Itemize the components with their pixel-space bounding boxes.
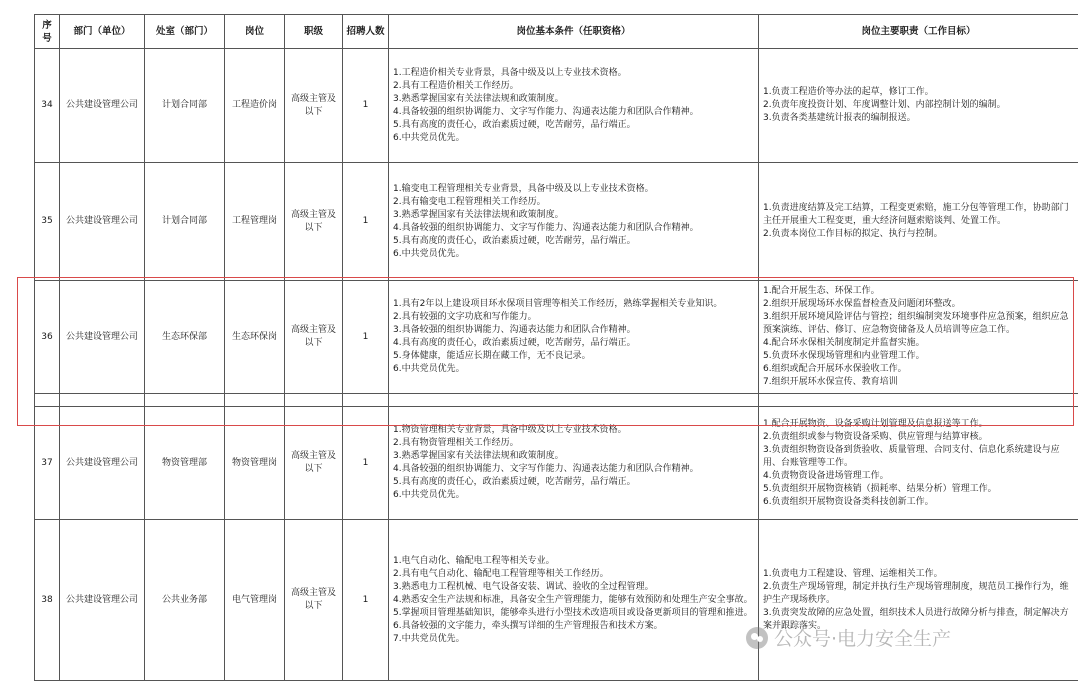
- duty-line: 4.负责物资设备进场管理工作。: [763, 470, 889, 481]
- requirement-line: 6.中共党员优先。: [393, 490, 465, 500]
- spacer-cell: [225, 394, 285, 407]
- header-count: 招聘人数: [343, 15, 389, 49]
- requirement-line: 6.中共党员优先。: [393, 248, 465, 259]
- cell-post: 物资管理岗: [225, 407, 285, 520]
- cell-count: 1: [343, 49, 389, 163]
- duty-line: 4.配合环水保相关制度制定并监督实施。: [763, 338, 925, 348]
- spacer-cell: [145, 394, 225, 407]
- header-no: 序号: [35, 15, 60, 49]
- requirement-line: 5.身体健康，能适应长期在藏工作，无不良记录。: [393, 351, 591, 361]
- cell-dept: 公共建设管理公司: [60, 281, 145, 394]
- header-requirements: 岗位基本条件（任职资格）: [389, 15, 759, 49]
- requirement-line: 2.具有输变电工程管理相关工作经历。: [393, 196, 546, 207]
- requirement-line: 2.具有工程造价相关工作经历。: [393, 80, 519, 91]
- cell-dept: 公共建设管理公司: [60, 49, 145, 163]
- cell-duties: [759, 49, 1079, 163]
- table-row: [35, 49, 1079, 163]
- cell-no: 36: [35, 281, 60, 394]
- cell-duties: [759, 407, 1079, 520]
- requirement-line: 7.中共党员优先。: [393, 633, 465, 644]
- watermark-text: 公众号·电力安全生产: [774, 628, 952, 650]
- spacer-cell: [389, 394, 759, 407]
- duty-line: 2.负责年度投资计划、年度调整计划、内部控制计划的编制。: [763, 100, 1006, 110]
- requirement-line: 2.具有较强的文字功底和写作能力。: [393, 312, 537, 322]
- header-rank: 职级: [285, 15, 343, 49]
- watermark: [746, 624, 951, 651]
- cell-office: 公共业务部: [145, 520, 225, 681]
- requirement-line: 4.具备较强的组织协调能力、文字写作能力、沟通表达能力和团队合作精神。: [393, 222, 699, 233]
- duty-line: 6.负责组织开展物资设备类科技创新工作。: [763, 496, 934, 507]
- header-duties: 岗位主要职责（工作目标）: [759, 15, 1079, 49]
- table-row: [35, 281, 1079, 394]
- duty-line: 2.负责组织或参与物资设备采购、供应管理与结算审核。: [763, 431, 988, 442]
- cell-count: 1: [343, 281, 389, 394]
- spacer-cell: [343, 394, 389, 407]
- requirement-line: 5.具有高度的责任心，政治素质过硬，吃苦耐劳，品行端正。: [393, 119, 636, 130]
- duty-line: 1.负责电力工程建设、管理、运维相关工作。: [763, 568, 943, 579]
- duty-line: 2.负责生产现场管理，制定并执行生产现场管理制度，规范员工操作行为，维护生产现场秩序。: [763, 581, 1069, 605]
- wechat-logo-icon: [746, 627, 768, 649]
- requirement-line: 1.工程造价相关专业背景，具备中级及以上专业技术资格。: [393, 67, 627, 78]
- requirement-line: 5.具有高度的责任心，政治素质过硬，吃苦耐劳，品行端正。: [393, 235, 636, 246]
- duty-line: 5.负责环水保现场管理和内业管理工作。: [763, 351, 925, 361]
- cell-post: 生态环保岗: [225, 281, 285, 394]
- requirement-line: 5.具有高度的责任心，政治素质过硬，吃苦耐劳，品行端正。: [393, 477, 636, 487]
- requirement-line: 2.具有物资管理相关工作经历。: [393, 438, 519, 448]
- cell-requirements: [389, 520, 759, 681]
- cell-requirements: [389, 49, 759, 163]
- table-row: [35, 163, 1079, 281]
- spacer-cell: [759, 394, 1079, 407]
- spacer-row: [35, 394, 1079, 407]
- cell-rank: 高级主管及以下: [285, 281, 343, 394]
- cell-no: 35: [35, 163, 60, 281]
- requirement-line: 6.具备较强的文字能力，牵头撰写详细的生产管理报告和技术方案。: [393, 620, 663, 631]
- requirement-line: 1.具有2年以上建设项目环水保项目管理等相关工作经历，熟练掌握相关专业知识。: [393, 299, 723, 309]
- duty-line: 6.组织或配合开展环水保验收工作。: [763, 364, 907, 374]
- requirement-line: 4.熟悉安全生产法规和标准，具备安全生产管理能力，能够有效预防和处理生产安全事故。: [393, 594, 753, 605]
- duty-line: 3.负责组织物资设备到货验收、质量管理、合同支付、信息化系统建设与应用、台账管理等工作。: [763, 444, 1060, 468]
- duty-line: 3.负责各类基建统计报表的编制报送。: [763, 113, 916, 123]
- requirement-line: 3.熟悉掌握国家有关法律法规和政策制度。: [393, 93, 564, 104]
- cell-no: 38: [35, 520, 60, 681]
- duty-line: 7.组织开展环水保宣传、教育培训: [763, 377, 898, 387]
- duty-line: 1.负责进度结算及完工结算，工程变更索赔，施工分包等管理工作，协助部门主任开展重大工程变更，重大经济问题索赔谈判、处置工作。: [763, 203, 1069, 226]
- requirement-line: 5.掌握项目管理基础知识，能够牵头进行小型技术改造项目或设备更新项目的管理和推进。: [393, 607, 753, 618]
- cell-post: 电气管理岗: [225, 520, 285, 681]
- requirement-line: 4.具备较强的组织协调能力、文字写作能力、沟通表达能力和团队合作精神。: [393, 464, 699, 474]
- requirement-line: 3.具备较强的组织协调能力、沟通表达能力和团队合作精神。: [393, 325, 636, 335]
- requirement-line: 4.具有高度的责任心，政治素质过硬，吃苦耐劳，品行端正。: [393, 338, 636, 348]
- duty-line: 1.配合开展物资、设备采购计划管理及信息报送等工作。: [763, 418, 988, 429]
- cell-rank: 高级主管及以下: [285, 49, 343, 163]
- table-row: [35, 520, 1079, 681]
- cell-duties: [759, 281, 1079, 394]
- recruitment-table: [34, 14, 1078, 681]
- requirement-line: 3.熟悉掌握国家有关法律法规和政策制度。: [393, 209, 564, 220]
- cell-requirements: [389, 281, 759, 394]
- header-row: [35, 15, 1079, 49]
- spacer-cell: [60, 394, 145, 407]
- cell-duties: [759, 520, 1079, 681]
- requirement-line: 1.物资管理相关专业背景，具备中级及以上专业技术资格。: [393, 425, 627, 435]
- duty-line: 2.组织开展现场环水保监督检查及问题闭环整改。: [763, 299, 961, 309]
- requirement-line: 3.熟悉电力工程机械、电气设备安装、调试、验收的全过程管理。: [393, 581, 654, 592]
- cell-post: 工程管理岗: [225, 163, 285, 281]
- requirement-line: 6.中共党员优先。: [393, 132, 465, 143]
- spacer-cell: [285, 394, 343, 407]
- requirement-line: 3.熟悉掌握国家有关法律法规和政策制度。: [393, 451, 564, 461]
- requirement-line: 2.具有电气自动化、输配电工程管理等相关工作经历。: [393, 568, 609, 579]
- cell-office: 物资管理部: [145, 407, 225, 520]
- cell-requirements: [389, 163, 759, 281]
- requirement-line: 6.中共党员优先。: [393, 364, 465, 374]
- cell-dept: 公共建设管理公司: [60, 163, 145, 281]
- duty-line: 1.负责工程造价等办法的起草，修订工作。: [763, 87, 934, 97]
- cell-rank: 高级主管及以下: [285, 407, 343, 520]
- cell-rank: 高级主管及以下: [285, 163, 343, 281]
- recruitment-table-sheet: [34, 14, 1078, 686]
- cell-duties: [759, 163, 1079, 281]
- duty-line: 2.负责本岗位工作目标的拟定、执行与控制。: [763, 229, 943, 239]
- cell-office: 生态环保部: [145, 281, 225, 394]
- header-post: 岗位: [225, 15, 285, 49]
- duty-line: 1.配合开展生态、环保工作。: [763, 286, 880, 296]
- spacer-cell: [35, 394, 60, 407]
- requirement-line: 4.具备较强的组织协调能力、文字写作能力、沟通表达能力和团队合作精神。: [393, 106, 699, 117]
- cell-no: 37: [35, 407, 60, 520]
- cell-count: 1: [343, 407, 389, 520]
- header-office: 处室（部门）: [145, 15, 225, 49]
- cell-office: 计划合同部: [145, 163, 225, 281]
- duty-line: 5.负责组织开展物资核销（损耗率、结果分析）管理工作。: [763, 483, 997, 494]
- duty-line: 3.组织开展环境风险评估与管控；组织编制突发环境事件应急预案，组织应急预案演练、评估、修订、应急物资储备及人员培训等应急工作。: [763, 312, 1069, 335]
- cell-post: 工程造价岗: [225, 49, 285, 163]
- cell-count: 1: [343, 520, 389, 681]
- cell-dept: 公共建设管理公司: [60, 520, 145, 681]
- cell-count: 1: [343, 163, 389, 281]
- duty-line: 3.负责突发故障的应急处置，组织技术人员进行故障分析与排查，制定解决方案并跟踪落实。: [763, 607, 1069, 631]
- requirement-line: 1.输变电工程管理相关专业背景，具备中级及以上专业技术资格。: [393, 183, 654, 194]
- cell-no: 34: [35, 49, 60, 163]
- header-dept: 部门（单位）: [60, 15, 145, 49]
- cell-dept: 公共建设管理公司: [60, 407, 145, 520]
- cell-rank: 高级主管及以下: [285, 520, 343, 681]
- cell-office: 计划合同部: [145, 49, 225, 163]
- table-row: [35, 407, 1079, 520]
- requirement-line: 1.电气自动化、输配电工程等相关专业。: [393, 555, 555, 566]
- cell-requirements: [389, 407, 759, 520]
